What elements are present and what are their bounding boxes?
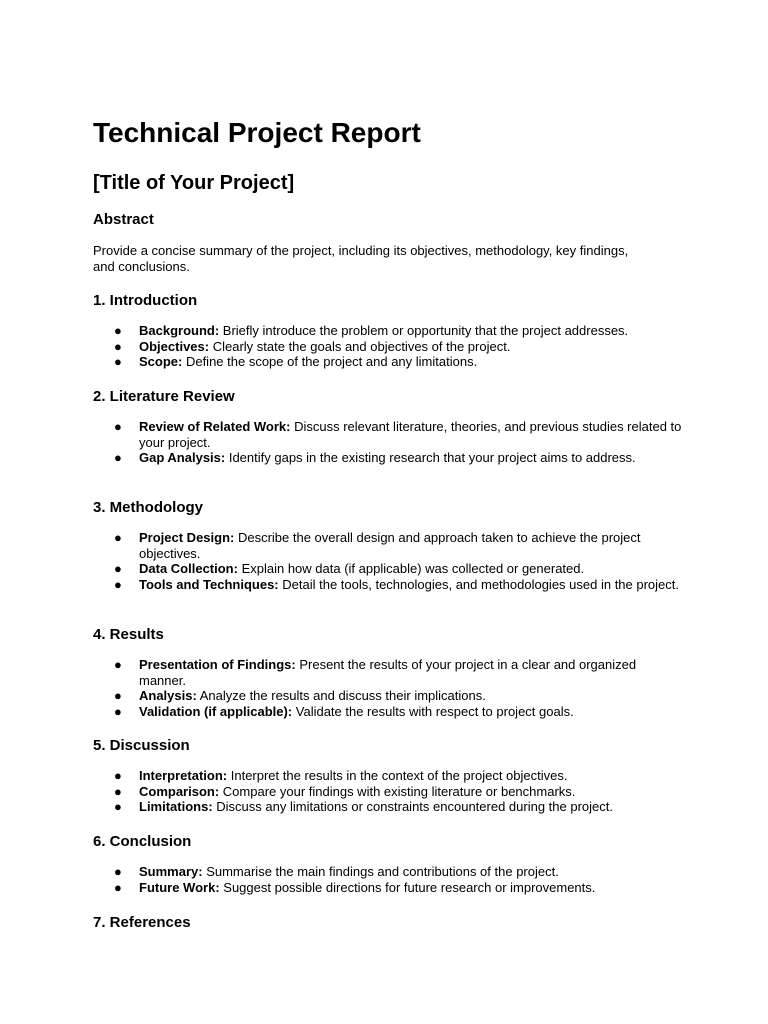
item-text: Present the results of your project in a clear and organized manner. — [139, 657, 637, 688]
list-item — [93, 688, 684, 704]
item-term: Scope: — [139, 354, 183, 369]
bullet-icon: ● — [114, 703, 122, 719]
section-references — [93, 913, 693, 933]
item-term: Project Design: — [139, 530, 235, 545]
project-title-placeholder: [Title of Your Project] — [93, 172, 295, 194]
bullet-icon: ● — [114, 576, 122, 592]
item-text: Explain how data (if applicable) was collected or generated. — [237, 561, 585, 576]
item-term: Tools and Techniques: — [139, 576, 279, 592]
bullet-icon: ● — [114, 768, 122, 783]
item-text: Analyze the results and discuss their implications. — [196, 688, 486, 703]
item-text: Discuss relevant literature, theories, and previous studies related to your project. — [139, 419, 682, 450]
section-introduction — [93, 291, 693, 370]
item-text: Summarise the main findings and contributions of the project. — [202, 864, 559, 879]
bullet-icon: ● — [114, 530, 122, 545]
bullet-icon: ● — [114, 783, 122, 799]
item-term: Summary: — [139, 864, 203, 879]
item-text: Validate the results with respect to project goals. — [292, 703, 574, 719]
item-term: Review of Related Work: — [139, 419, 291, 434]
item-text: Clearly state the goals and objectives of the project. — [209, 338, 511, 354]
bullet-icon: ● — [114, 657, 122, 672]
abstract-heading: Abstract — [93, 211, 154, 228]
section-heading: 3. Methodology — [93, 499, 203, 516]
list-item — [93, 354, 684, 370]
section-heading: 4. Results — [93, 626, 164, 643]
bullet-icon: ● — [114, 864, 122, 879]
item-text: Suggest possible directions for future research or improvements. — [219, 879, 596, 895]
list-item — [93, 323, 684, 339]
bullet-icon: ● — [114, 561, 122, 576]
item-text: Compare your findings with existing literature or benchmarks. — [219, 783, 576, 799]
item-term: Validation (if applicable): — [139, 703, 293, 719]
bullet-icon: ● — [114, 419, 122, 434]
abstract-text: Provide a concise summary of the project, including its objectives, methodology, key findings, and conclusions. — [93, 243, 629, 274]
section-literature-review — [93, 387, 693, 466]
item-term: Gap Analysis: — [139, 450, 226, 465]
item-text: Discuss any limitations or constraints encountered during the project. — [212, 799, 613, 814]
bullet-icon: ● — [114, 323, 122, 338]
list-item — [93, 864, 684, 880]
bullet-list — [93, 768, 693, 815]
item-text: Identify gaps in the existing research that your project aims to address. — [225, 450, 636, 465]
item-text: Interpret the results in the context of the project objectives. — [227, 768, 568, 783]
item-term: Interpretation: — [139, 768, 228, 783]
section-heading: 7. References — [93, 914, 191, 931]
section-heading: 2. Literature Review — [93, 388, 235, 405]
item-text: Define the scope of the project and any limitations. — [182, 354, 478, 369]
section-heading: 5. Discussion — [93, 737, 190, 754]
section-heading: 6. Conclusion — [93, 833, 192, 850]
list-item — [93, 799, 684, 815]
list-item — [93, 577, 684, 593]
section-heading: 1. Introduction — [93, 292, 198, 309]
document-title: Technical Project Report — [93, 117, 421, 148]
item-term: Future Work: — [139, 879, 220, 895]
item-text: Detail the tools, technologies, and methodologies used in the project. — [278, 576, 680, 592]
item-term: Comparison: — [139, 783, 220, 799]
list-item — [93, 880, 684, 896]
bullet-list — [93, 657, 693, 719]
section-conclusion — [93, 832, 693, 895]
section-results — [93, 625, 693, 719]
list-item — [93, 339, 684, 355]
bullet-icon: ● — [114, 450, 122, 465]
list-item — [93, 419, 684, 450]
bullet-list — [93, 419, 693, 466]
item-text: Describe the overall design and approach taken to achieve the project objectives. — [139, 530, 641, 561]
bullet-list — [93, 323, 693, 370]
item-text: Briefly introduce the problem or opportunity that the project addresses. — [219, 323, 629, 338]
list-item — [93, 561, 684, 577]
list-item — [93, 784, 684, 800]
item-term: Presentation of Findings: — [139, 657, 296, 672]
list-item — [93, 450, 684, 466]
bullet-list — [93, 530, 693, 592]
bullet-icon: ● — [114, 354, 122, 369]
item-term: Limitations: — [139, 799, 213, 814]
section-methodology — [93, 498, 693, 592]
list-item — [93, 657, 684, 688]
section-discussion — [93, 736, 693, 815]
item-term: Background: — [139, 323, 220, 338]
list-item — [93, 768, 684, 784]
item-term: Analysis: — [139, 688, 197, 703]
bullet-icon: ● — [114, 879, 122, 895]
bullet-icon: ● — [114, 688, 122, 703]
item-term: Data Collection: — [139, 561, 238, 576]
bullet-icon: ● — [114, 799, 122, 814]
list-item — [93, 704, 684, 720]
bullet-icon: ● — [114, 338, 122, 354]
list-item — [93, 530, 684, 561]
bullet-list — [93, 864, 693, 895]
item-term: Objectives: — [139, 338, 210, 354]
